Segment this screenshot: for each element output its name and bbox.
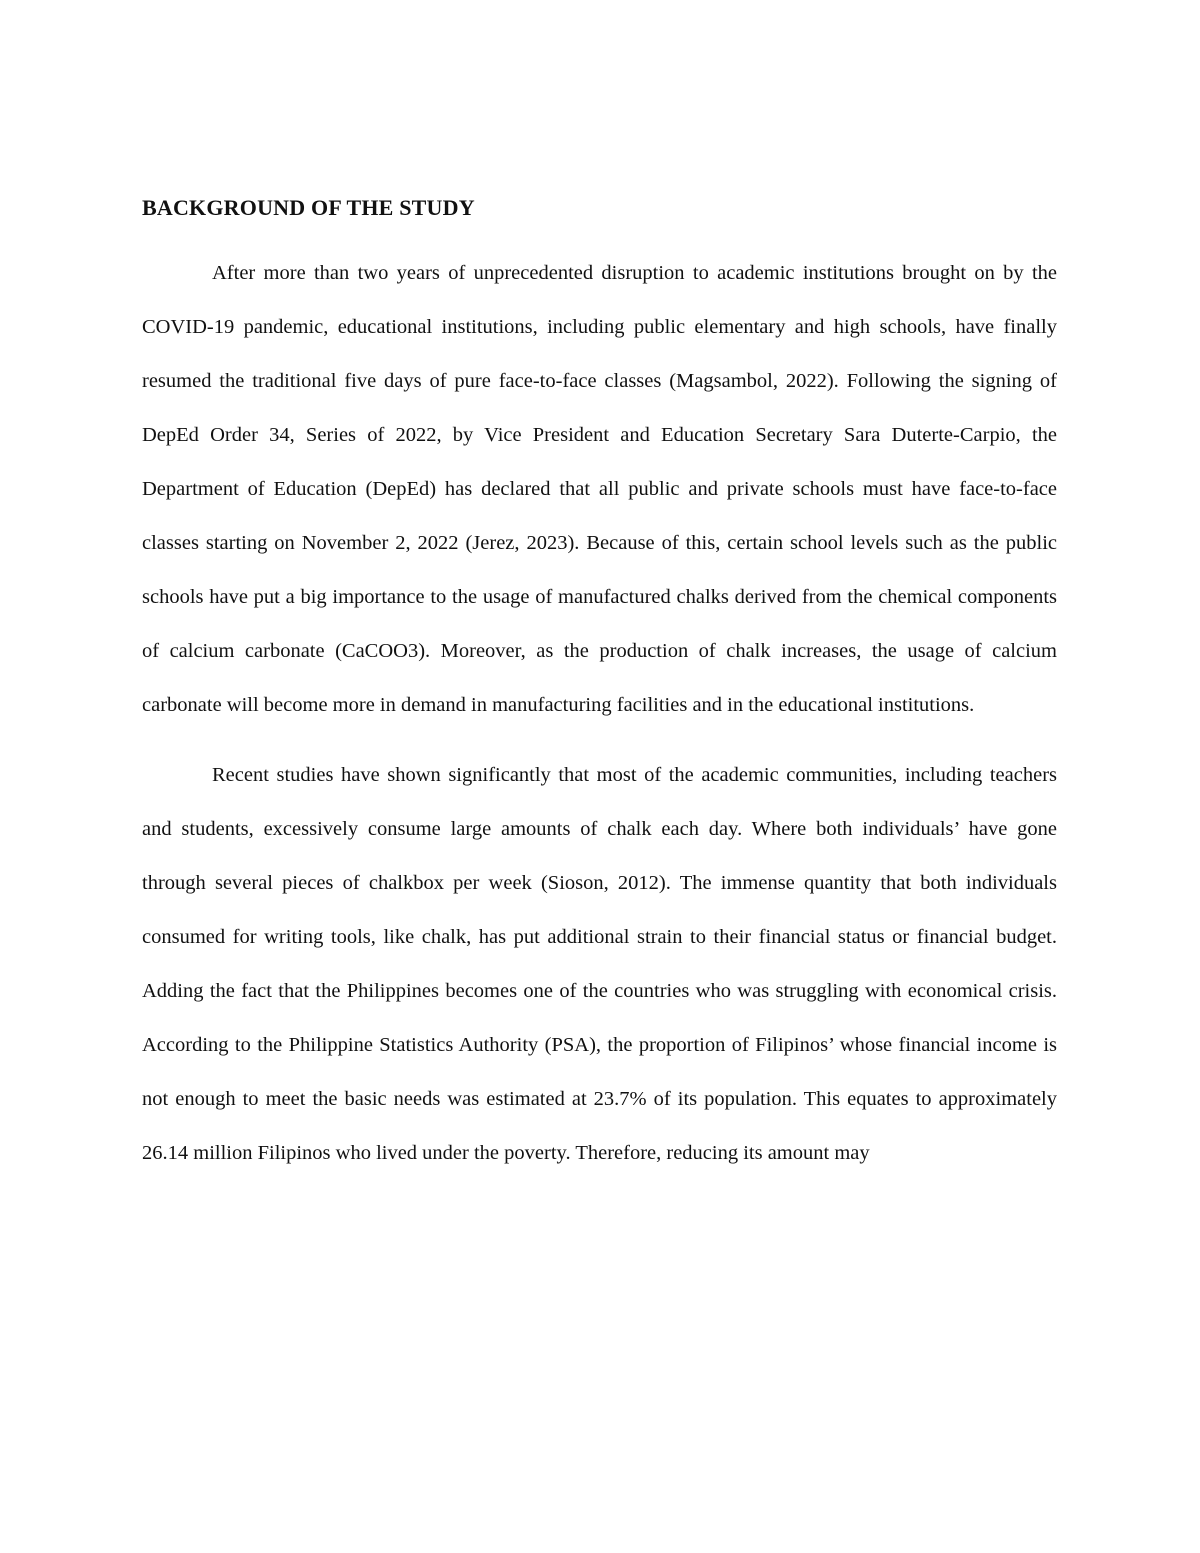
section-heading: BACKGROUND OF THE STUDY [142,195,475,220]
paragraph: Recent studies have shown significantly that most of the academic communities, including teachers and students, excessively consume large amounts of chalk each day. Where both individuals’ have gone through several pieces of chalkbox per week (Sioson, 2012). The immense quantity that both individuals consumed for writing tools, like chalk, has put additional strain to their financial status or financial budget. Adding the fact that the Philippines becomes one of the countries who was struggling with economical crisis. According to the Philippine Statistics Authority (PSA), the proportion of Filipinos’ whose financial income is not enough to meet the basic needs was estimated at 23.7% of its population. This equates to approximately 26.14 million Filipinos who lived under the poverty. Therefore, reducing its amount may [142,764,1057,1164]
paragraph: After more than two years of unprecedented disruption to academic institutions brought on by the COVID-19 pandemic, educational institutions, including public elementary and high schools, have finally resumed the traditional five days of pure face-to-face classes (Magsambol, 2022). Following the signing of DepEd Order 34, Series of 2022, by Vice President and Education Secretary Sara Duterte-Carpio, the Department of Education (DepEd) has declared that all public and private schools must have face-to-face classes starting on November 2, 2022 (Jerez, 2023). Because of this, certain school levels such as the public schools have put a big importance to the usage of manufactured chalks derived from the chemical components of calcium carbonate (CaCOO3). Moreover, as the production of chalk increases, the usage of calcium carbonate will become more in demand in manufacturing facilities and in the educational institutions. [142,262,1057,716]
document-body [142,192,1057,1180]
